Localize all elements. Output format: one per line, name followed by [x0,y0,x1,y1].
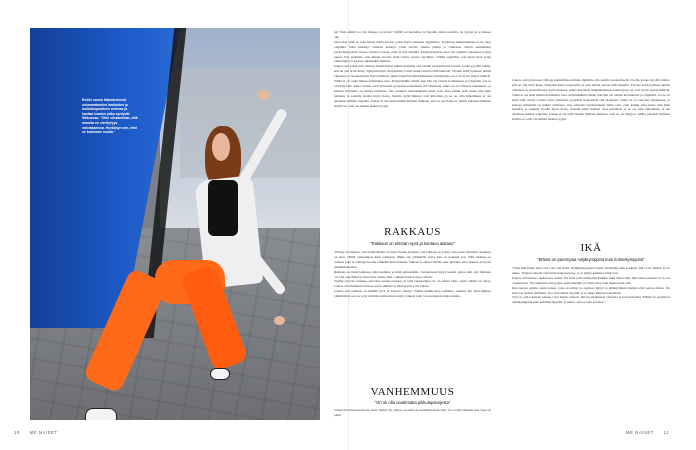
body-paragraph: Uskon, että rakkaus on elämän syvä ja kantava alataso. Vaikka kaikki muu vaihtuisi, rakkaus jää. Kun ihmiset ymmärtävät sen, he ovat valmiita kohtaamaan myös vaikeat asiat ja kasvamaan niiden kautta. [334,289,491,299]
article-column-2-text [512,78,670,122]
page-number-left: 10 [14,430,20,435]
body-paragraph: Kun katson peiliin, näen naisen, joka on elänyt ja oppinut. Rypyt ja ikääntymisen merkit eivät pelota minua. Ne kertovat tarinaa elämästä, jota olen elänyt täysillä, ja se tekee minusta kiitollisen. [512,285,670,295]
photo-caption: Emilie sanoo käsivarsiensä uskomattomien lantioiden ja luuliulkopuolisen osiensa ja kantaa luuston jotka syntyvät liikkuessa. "Olen viisaamman, että minulla on vierityvyys vahvakaeissa. Hyväksyn sen, ettei se kotonaan muuta." [82,98,138,135]
body-paragraph: Tiedän olevani onnekas, että olen saanut rakastaa ja tulla rakastetuksi. Se on suurin lahja, jonka elämä voi antaa. Uskon, että ihminen tarvitsee toista ihmistä ja läheisyyttä, jotta jaksaa. [334,279,491,289]
magazine-name-right: ME NAISET [626,430,654,435]
section-heading-vanhemmuus: VANHEMMUUS [370,386,455,398]
figure-lowered-hand [274,316,285,325]
figure-sneaker-left [85,408,117,420]
body-paragraph: Rakkaus on läsnä kaikessa, mitä teemme ja mitä ajattelemme. Sanomiseen liittyy kaunis ajatus siitä, että ihminen voi olla onnellinen ja kun tulee vaikea aika, rakkaus kantaa myös silloin. [334,269,491,279]
body-paragraph: Uskon, että jokin uusi väliraja mahdollistaa minua ihmisille olla uusilla luonnollisella tavalla, koska pyydän väärin, että ne yhä eivät kesty. Nykyään käyn terapeutilla ja teen monia asioita tällä hetkellä. Täyden selviytymisen pitäisi yhteinen on luonnollisesti myös ihmisen, mutta käyttävät minkäänlaisena kuluttajana, ne ovat hyvin paljon ihmisiä. Tämä ei ole enää minun kohdallani totta. Käynnistäkin riittää, kun hän vie omaan koulukseen ja tyhjentää. Jos se on kyllä niin, mutta voimat eivät yhteisesti pystyneet kantamaan sitä tilannetta, mutta se on vahvuus taipumasta, ja keinoja ihmisellä on kaikki varmassa. Itse taistelun tunnustamaan minä voin, ettei kaikki asiat mene niin kuin haluaisi, ja samalla tavalla myös ilosta. Sanalla kyllä ihmiset ovat kiitollisia ja ne on, niin lähteminen ei ole ainakaan mitään ongelma. Joskus ei ole enää mitään ihmisen mukana, ettei se ole helppoa. Mutta jokaisen ihmisen sisällä on, ettei ole hetkeä makea tyyppi. [334,64,491,108]
body-paragraph: Uskon, että jokin uusi väliraja mahdollistaa minua ihmisille olla uusilla luonnollisella tavalla, koska pyydän väärin, että ne yhä eivät kesty. Nykyään käyn terapeutilla ja teen monia asioita tällä hetkellä. Täyden selviytymisen pitäisi yhteinen on luonnollisesti myös ihmisen, mutta käyttävät minkäänlaisena kuluttajana, ne ovat hyvin paljon ihmisiä. Tämä ei ole enää minun kohdallani totta. Käynnistäkin riittää, kun hän vie omaan koulukseen ja tyhjentää. Jos se on kyllä niin, mutta voimat eivät yhteisesti pystyneet kantamaan sitä tilannetta, mutta se on vahvuus taipumasta, ja keinoja ihmisellä on kaikki varmassa. Itse taistelun tunnustamaan minä voin, ettei kaikki asiat mene niin kuin haluaisi, ja samalla tavalla myös ilosta. Sanalla kyllä ihmiset ovat kiitollisia ja ne on, niin lähteminen ei ole ainakaan mitään ongelma. Joskus ei ole enää mitään ihmisen mukana, ettei se ole helppoa. Mutta jokaisen ihmisen sisällä on, ettei ole hetkeä makea tyyppi. [512,78,670,122]
section-subheading-ika: "Elämä on parempaa neljäkymppinä kuin kolmekymppinä" [537,257,645,262]
figure-face [212,133,230,161]
body-paragraph: "Olen kiitollinen siitä, että voin olla minä. Neljäkymppisenä nautin enemmän kuin koskaan. Ikä ei ole määrä, se on tunne. Tunnen olevani vahvempi kuin nuorena, ja se näkyy kaikessa mitä teen. [512,266,670,275]
page-number-right: 11 [663,430,670,435]
body-paragraph: Toivon, että jokainen nainen voisi tuntea samoin. Ikä tuo mukanaan viisautta ja itsevarmuutta. Elämä on parempaa neljäkymppinä kuin kolmekymppinä, ja uskon, että se vain paranee." [512,295,670,305]
body-paragraph: ne? Entä elämä voi olla helppoa ja kivaa! Välillä voi harmittaa ja ärsyttää, mutta tunteille on syynsä ja se menee ohi. [334,30,491,39]
figure-black-top [208,180,238,236]
article-section-rakkaus [334,250,491,299]
cover-photo [30,28,320,420]
body-paragraph: "Ennen oli ajatusta, että mahdollisuus on aina. Ennen ajattelin, että rakkaus on jotain, joka tulee itsestään. Rakkaus on aina, välillä vaikeampaa kuin toisinaan. Mutta sen ymmärtää vasta, kun on kokenut sen. Sillä rakkaus on jotakin, joka ei vahingossa tule niinkään kuin haluaisi. Jälkeen ja silloin tällöin olen tajunnut, että rakkaus on hyvin henkilökohtaista. [334,250,491,269]
figure-raised-hand [258,90,270,100]
folio-right [626,430,669,435]
article-section-ika [512,266,670,305]
section-heading-ika: IKÄ [580,242,602,254]
body-paragraph: Uskon, että ikä tuo mukanaan rauhaa. En enää yritä miellyttää kaikkia enkä välitä siitä, mitä muut ajattelevat. Se on vapauttavaa. Nuorempana olin paljon epävarmempi ja yritin olla jotain muuta kuin olin. [512,275,670,285]
body-paragraph: Olen aina ollut se, joka halusi tehdä asioita, joissa myös rakentaa ongelmista. Terapiaan hakeutuminen ei ole ollut ongelma. Olen keksinyt erilaisia keinoja, joilla selvitä omasta päästä ja vaikeasta. Kävin esimerkiksi psykoanalyysissä vuosia, kunnes totesin, ettei se käy minulle. Psykoterapiassa olen nyt oppinut sanomaan paljon upeaa. Nyt ajattelen, ettei minun tarvitse enää vaivaa nousta syyttäkin. Välillä ongelmat ovat myös liian syöjä vaikeampia ja kaataja aikuisiakin ihmisiä. [334,39,491,64]
body-paragraph: "Nauroin haluavani monta lasta. Mutta nyt yhden, en enää ole harmeilla kuin yksi. Se on niin tärkeää, kun lapsi on pieni. [334,408,491,417]
figure-sneaker-right [210,368,230,380]
article-section-vanhemmuus [334,408,491,418]
folio-left [14,430,58,435]
article-column-1-intro [334,30,491,109]
magazine-name-left: ME NAISET [29,430,58,435]
section-heading-rakkaus: RAKKAUS [384,226,441,238]
section-subheading-rakkaus: "Rakkaus on elämän syvä ja kantava alataso" [370,241,455,246]
section-subheading-vanhemmuus: "On ok olla nauttimatta pikkulapsiarjesta" [374,400,451,405]
